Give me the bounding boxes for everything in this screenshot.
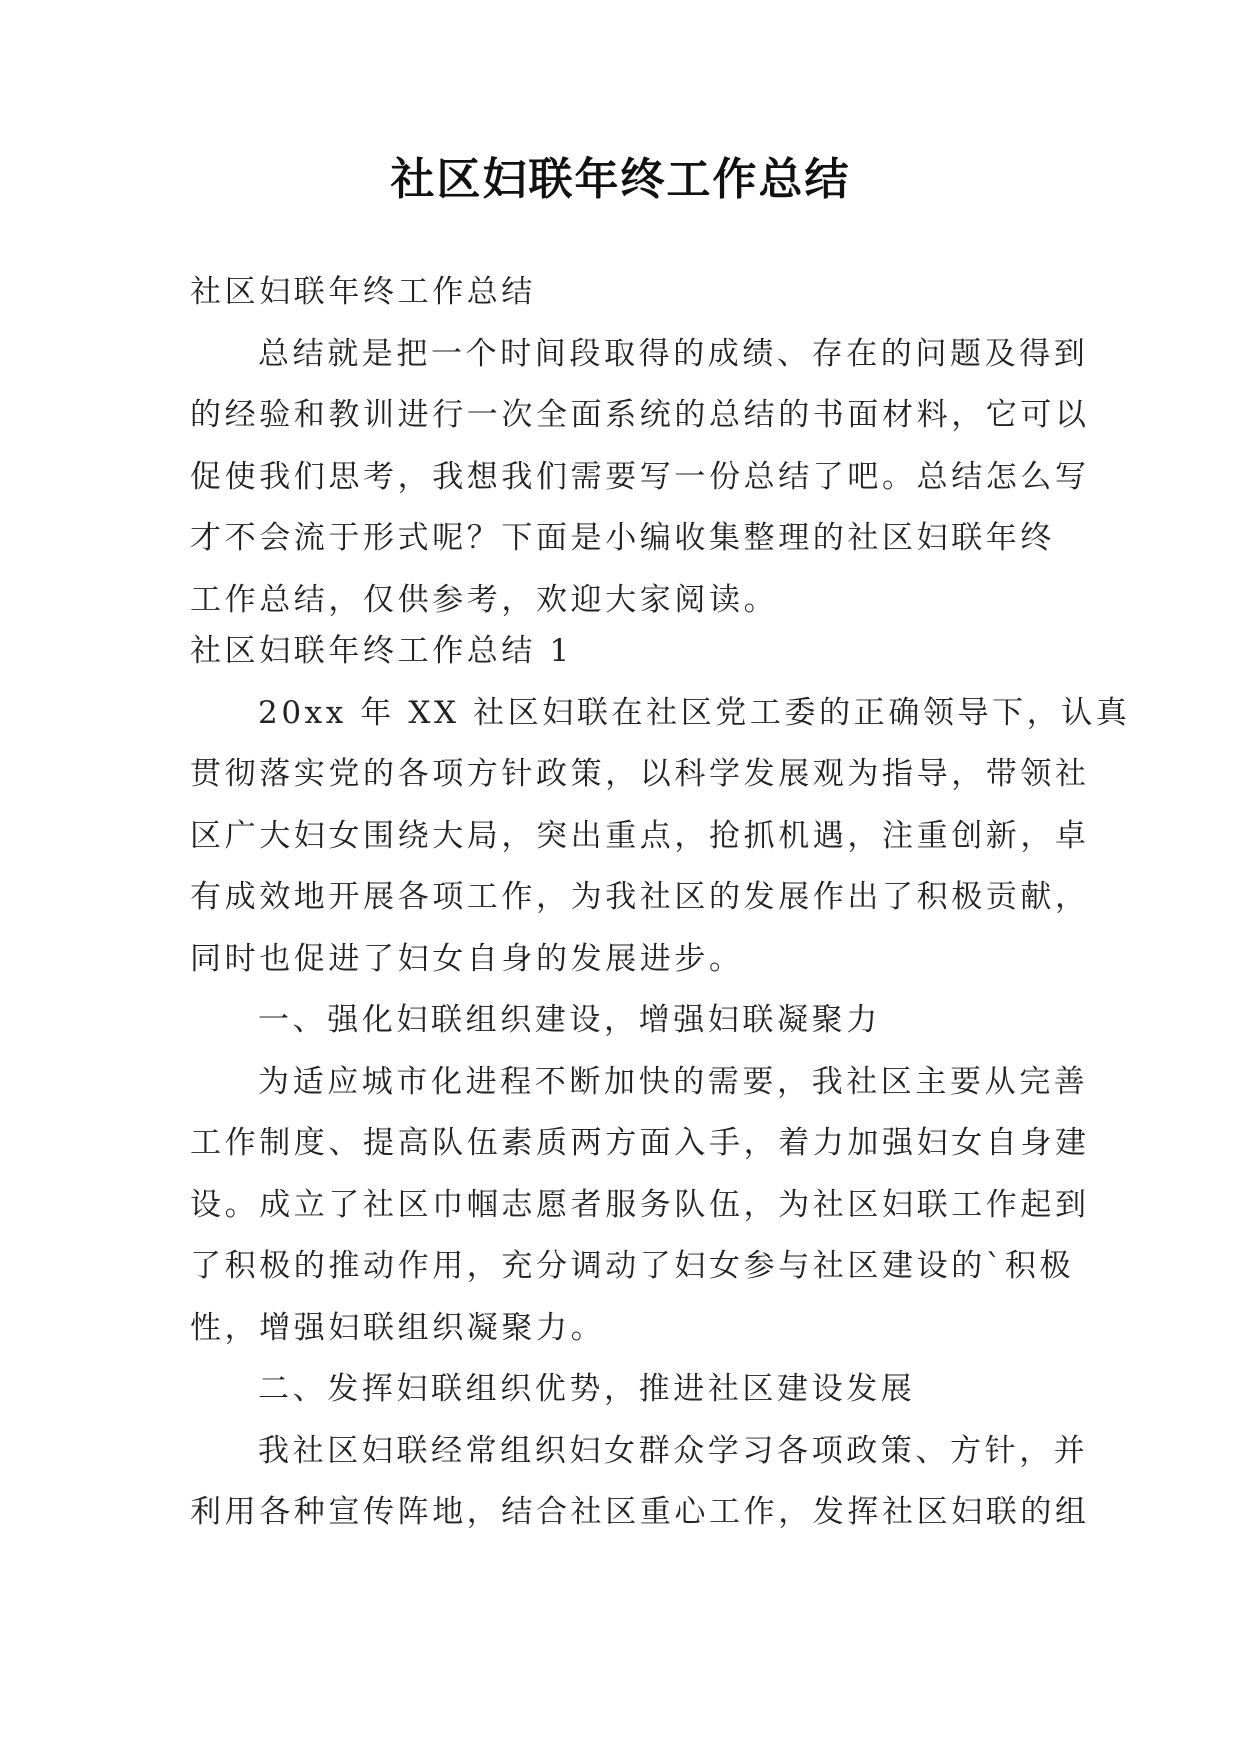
paragraph-line: 区广大妇女围绕大局，突出重点，抢抓机遇，注重创新，卓 bbox=[190, 817, 1090, 854]
section-heading: 社区妇联年终工作总结 1 bbox=[190, 633, 573, 669]
paragraph-line: 贯彻落实党的各项方针政策，以科学发展观为指导，带领社 bbox=[190, 756, 1090, 792]
paragraph-line: 设。成立了社区巾帼志愿者服务队伍，为社区妇联工作起到 bbox=[190, 1186, 1090, 1223]
paragraph-line: 为适应城市化进程不断加快的需要，我社区主要从完善 bbox=[258, 1063, 1089, 1100]
paragraph-line: 20xx 年 XX 社区妇联在社区党工委的正确领导下，认真 bbox=[258, 694, 1131, 731]
paragraph-line: 同时也促进了妇女自身的发展进步。 bbox=[190, 940, 744, 977]
intro-line: 促使我们思考，我想我们需要写一份总结了吧。总结怎么写 bbox=[190, 458, 1090, 495]
intro-line: 工作总结，仅供参考，欢迎大家阅读。 bbox=[190, 581, 779, 618]
intro-block bbox=[190, 262, 1090, 631]
paragraph-line: 利用各种宣传阵地，结合社区重心工作，发挥社区妇联的组 bbox=[190, 1494, 1090, 1530]
paragraph-line: 有成效地开展各项工作，为我社区的发展作出了积极贡献， bbox=[190, 879, 1090, 915]
subheading: 二、发挥妇联组织优势，推进社区建设发展 bbox=[258, 1371, 916, 1407]
intro-line: 的经验和教训进行一次全面系统的总结的书面材料，它可以 bbox=[190, 397, 1090, 433]
document-title: 社区妇联年终工作总结 bbox=[390, 154, 851, 205]
subheading: 一、强化妇联组织建设，增强妇联凝聚力 bbox=[258, 1002, 881, 1038]
paragraph-line: 了积极的推动作用，充分调动了妇女参与社区建设的`积极 bbox=[190, 1248, 1075, 1284]
paragraph-line: 性，增强妇联组织凝聚力。 bbox=[190, 1309, 606, 1346]
intro-line: 总结就是把一个时间段取得的成绩、存在的问题及得到 bbox=[258, 335, 1089, 372]
intro-line: 才不会流于形式呢？下面是小编收集整理的社区妇联年终 bbox=[190, 520, 1055, 556]
paragraph-line: 工作制度、提高队伍素质两方面入手，着力加强妇女自身建 bbox=[190, 1125, 1090, 1161]
section-1 bbox=[190, 621, 1131, 1544]
paragraph-line: 我社区妇联经常组织妇女群众学习各项政策、方针，并 bbox=[258, 1432, 1089, 1469]
intro-heading: 社区妇联年终工作总结 bbox=[190, 274, 536, 310]
